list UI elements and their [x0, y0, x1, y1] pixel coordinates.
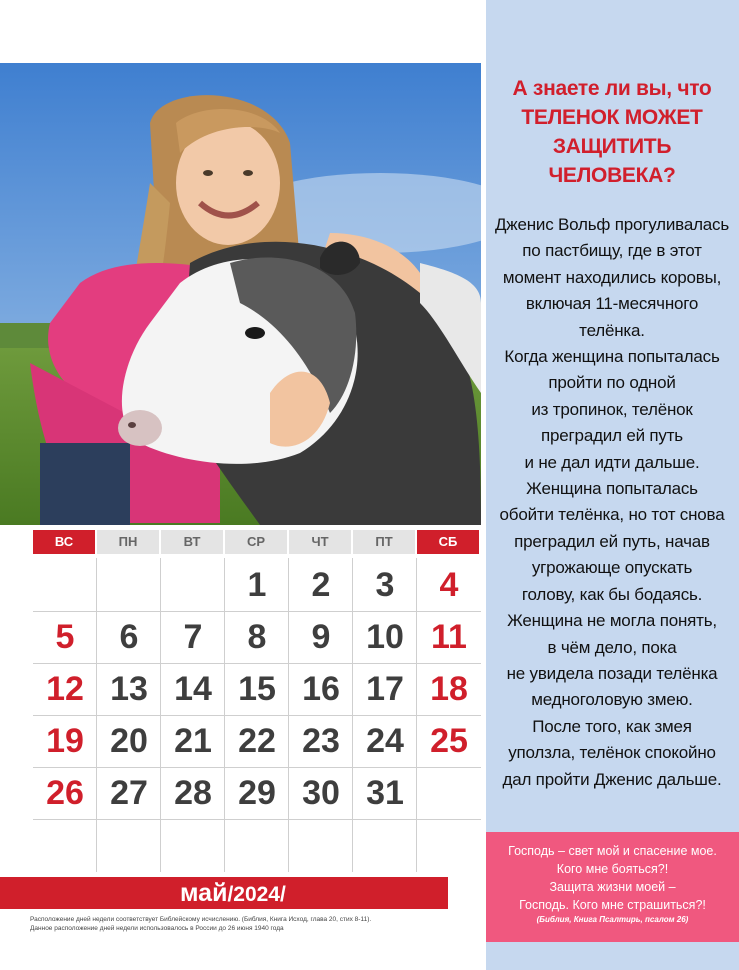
calendar-day: 20	[110, 722, 148, 760]
calendar-day-saturday: 4	[439, 566, 459, 604]
story-text	[490, 212, 734, 793]
calendar-day-saturday: 18	[430, 670, 468, 708]
calendar-day-sunday: 26	[46, 774, 84, 812]
story-line: обойти телёнка, но тот снова	[499, 505, 725, 525]
question-line-1: А знаете ли вы, что	[512, 77, 712, 100]
weekday-mon: ПН	[97, 530, 159, 554]
footnote-line-2: Данное расположение дней недели использовалось в России до 26 июня 1940 года	[30, 925, 284, 932]
story-line: из тропинок, телёнок	[531, 399, 693, 419]
story-line: Женщина не могла понять,	[507, 611, 717, 631]
calendar-day-sunday: 12	[46, 670, 84, 708]
grid-line	[416, 558, 417, 872]
story-line: Женщина попыталась	[526, 479, 698, 499]
quote-line-3: Защита жизни моей –	[549, 880, 676, 894]
story-line: медноголовую змею.	[531, 690, 693, 710]
weekday-fri: ПТ	[353, 530, 415, 554]
grid-line	[160, 558, 161, 872]
calendar-day: 17	[366, 670, 404, 708]
weekday-tue: ВТ	[161, 530, 223, 554]
calendar-grid	[33, 558, 481, 872]
story-line: и не дал идти дальше.	[524, 452, 700, 472]
grid-line	[33, 767, 481, 768]
weekday-sun: ВС	[33, 530, 95, 554]
story-line: включая 11-месячного	[525, 294, 699, 314]
calendar-day: 24	[366, 722, 404, 760]
story-line: не увидела позади телёнка	[506, 663, 718, 683]
story-line: После того, как змея	[532, 716, 692, 736]
grid-line	[352, 558, 353, 872]
calendar-day: 1	[247, 566, 267, 604]
quote-source: (Библия, Книга Псалтирь, псалом 26)	[536, 915, 689, 924]
story-line: пройти по одной	[548, 373, 676, 393]
month-year: /2024/	[227, 883, 286, 906]
story-line: Когда женщина попыталась	[504, 347, 720, 367]
story-line: угрожающе опускать	[531, 558, 693, 578]
story-line: преградил ей путь, начав	[514, 531, 710, 551]
calendar-day: 9	[311, 618, 331, 656]
month-banner	[0, 877, 448, 909]
photo-girl-with-calf	[0, 63, 481, 525]
quote-line-1: Господь – свет мой и спасение мое.	[508, 844, 717, 858]
calendar-day: 30	[302, 774, 340, 812]
weekday-sat: СБ	[417, 530, 479, 554]
question-line-4: ЧЕЛОВЕКА?	[548, 164, 676, 187]
story-line: преградил ей путь	[541, 426, 683, 446]
calendar-day-saturday: 11	[431, 618, 467, 656]
calendar-day: 14	[174, 670, 212, 708]
question-heading	[492, 74, 732, 190]
month-name: май	[180, 879, 228, 907]
grid-line	[33, 611, 481, 612]
grid-line	[33, 663, 481, 664]
grid-line	[33, 819, 481, 820]
grid-line	[224, 558, 225, 872]
calendar-day: 2	[311, 566, 331, 604]
calendar-day-sunday: 5	[55, 618, 75, 656]
story-line: голову, как бы бодаясь.	[521, 584, 703, 604]
calendar-day-saturday: 25	[430, 722, 468, 760]
calendar-day: 7	[183, 618, 203, 656]
calendar-day: 8	[247, 618, 267, 656]
calendar-day: 10	[366, 618, 404, 656]
footnote	[30, 915, 480, 933]
footnote-line-1: Расположение дней недели соответствует Библейскому исчислению. (Библия, Книга Исход, глава 20, стих 8-11).	[30, 916, 372, 923]
month-title	[180, 877, 286, 913]
weekday-thu: ЧТ	[289, 530, 351, 554]
calendar-day: 6	[119, 618, 139, 656]
story-line: в чём дело, пока	[547, 637, 677, 657]
story-line: момент находились коровы,	[502, 267, 722, 287]
calendar-day: 13	[110, 670, 148, 708]
calendar-day: 28	[174, 774, 212, 812]
story-line: телёнка.	[579, 320, 645, 340]
calendar-day: 29	[238, 774, 276, 812]
question-line-2: ТЕЛЕНОК МОЖЕТ	[521, 106, 703, 129]
question-line-3: ЗАЩИТИТЬ	[552, 135, 672, 158]
scripture-quote-box	[486, 832, 739, 942]
story-line: дал пройти Дженис дальше.	[502, 769, 722, 789]
calendar-day: 16	[302, 670, 340, 708]
story-line: Дженис Вольф прогуливалась	[494, 215, 730, 234]
calendar-day: 23	[302, 722, 340, 760]
grid-line	[288, 558, 289, 872]
calendar-day: 27	[110, 774, 148, 812]
grid-line	[33, 715, 481, 716]
weekday-wed: СР	[225, 530, 287, 554]
calendar-day: 22	[238, 722, 276, 760]
quote-line-4: Господь. Кого мне страшиться?!	[519, 898, 706, 912]
story-line: по пастбищу, где в этот	[522, 241, 702, 261]
story-line: уползла, телёнок спокойно	[508, 743, 716, 763]
calendar-day-sunday: 19	[46, 722, 84, 760]
calendar-day: 21	[174, 722, 212, 760]
quote-line-2: Кого мне бояться?!	[556, 862, 669, 876]
calendar-day: 31	[366, 774, 404, 812]
weekday-header	[33, 530, 481, 554]
calendar-day: 15	[238, 670, 276, 708]
calendar-day: 3	[375, 566, 395, 604]
grid-line	[96, 558, 97, 872]
